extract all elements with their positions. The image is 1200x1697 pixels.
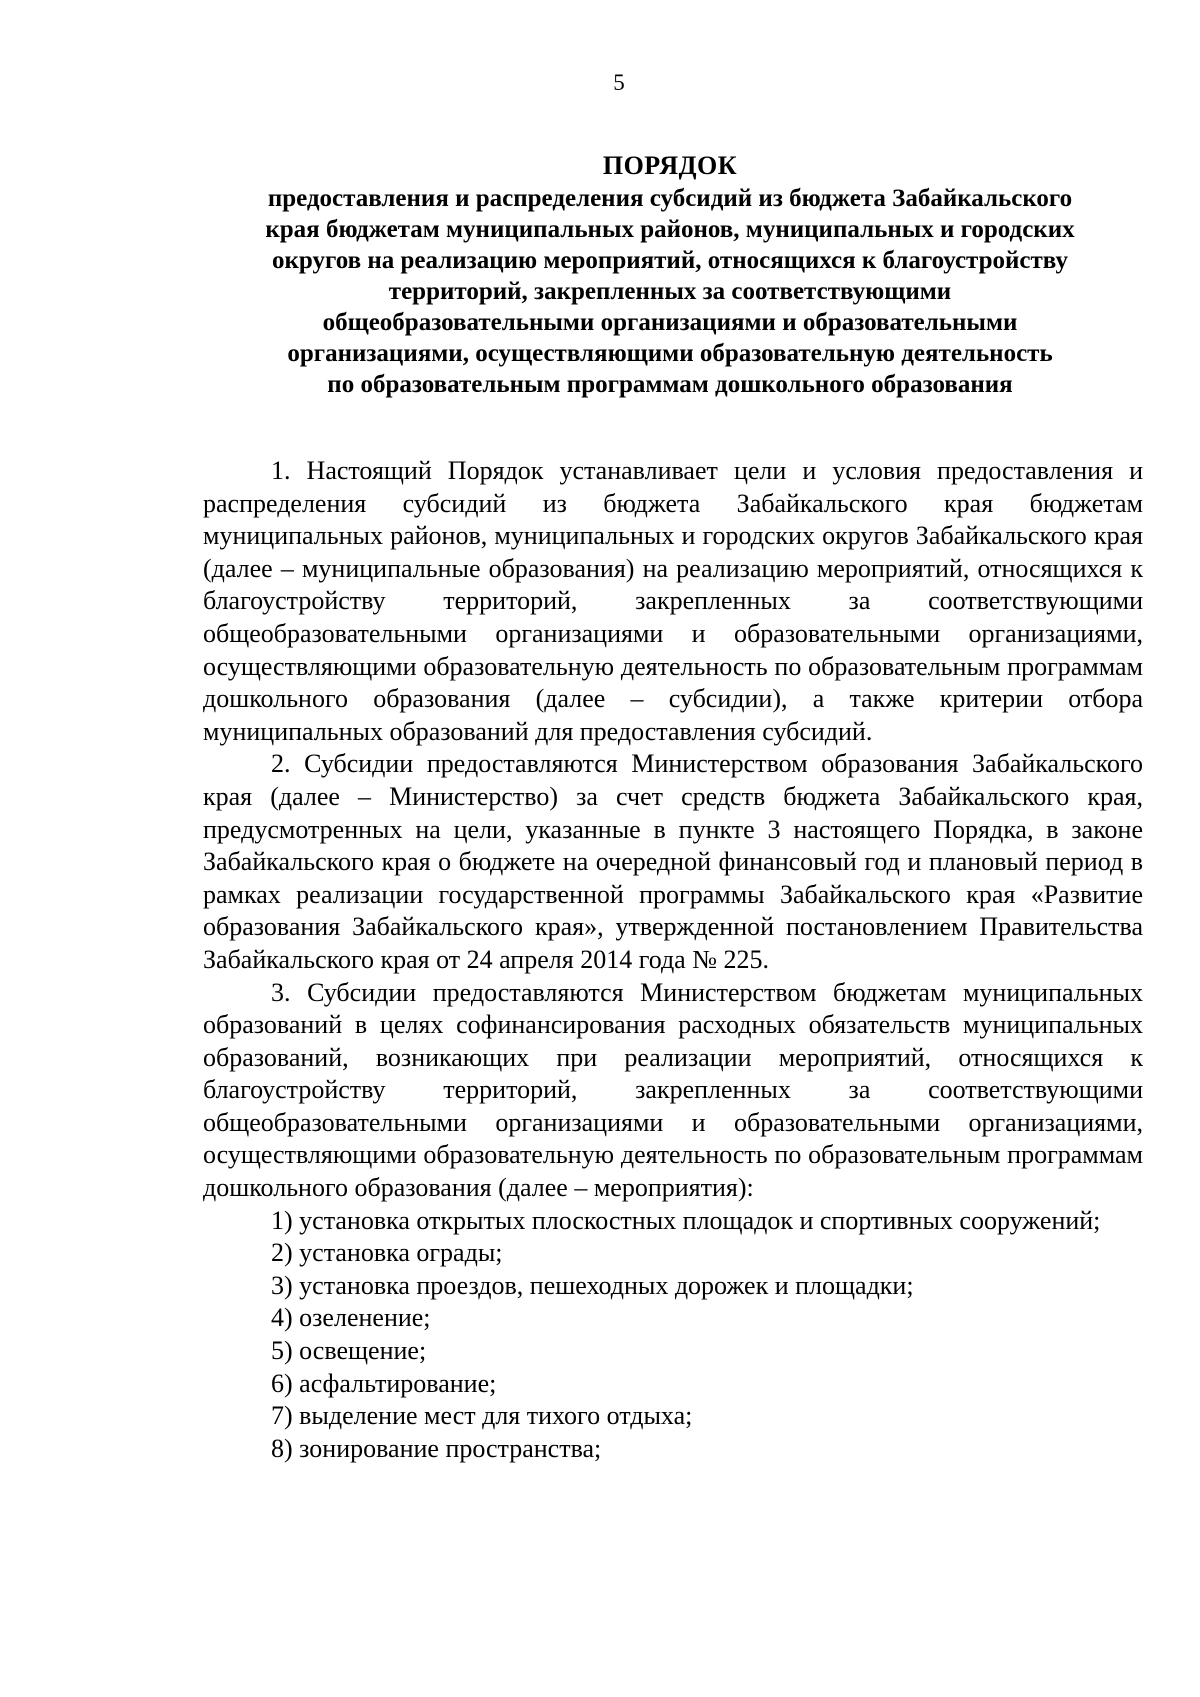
title-line: края бюджетам муниципальных районов, муниципальных и городских [265, 216, 1075, 243]
title-line: общеобразовательными организациями и образовательными [322, 309, 1018, 336]
list-item: 5) освещение; [271, 1336, 427, 1366]
list-item: 1) установка открытых плоскостных площадок и спортивных сооружений; [271, 1205, 1101, 1235]
list-item: 8) зонирование пространства; [271, 1433, 602, 1463]
title-main: ПОРЯДОК [602, 151, 738, 180]
paragraph-2: 2. Субсидии предоставляются Министерством образования Забайкальского края (далее – Министерство) за счет средств бюджета Забайкальского края, предусмотренных на цели, указанные в пункте 3 настоящего Порядка, в законе Забайкальского края о бюджете на очередной финансовый год и плановый период в рамках реализации государственной программы Забайкальского края «Развитие образования Забайкальского края», утвержденной постановлением Правительства Забайкальского края от 24 апреля 2014 года № 225. [203, 749, 1143, 974]
title-line: предоставления и распределения субсидий из бюджета Забайкальского [267, 185, 1073, 212]
document-body [203, 455, 1143, 1465]
title-line: территорий, закрепленных за соответствующими [388, 278, 952, 305]
title-line: по образовательным программам дошкольного образования [327, 371, 1013, 398]
paragraph-3: 3. Субсидии предоставляются Министерством бюджетам муниципальных образований в целях софинансирования расходных обязательств муниципальных образований, возникающих при реализации мероприятий, относящихся к благоустройству территорий, закрепленных за соответствующими общеобразовательными организациями и образовательными организациями, осуществляющими образовательную деятельность по образовательным программам дошкольного образования (далее – мероприятия): [203, 977, 1143, 1203]
list-item: 2) установка ограды; [271, 1238, 503, 1268]
title-line: организациями, осуществляющими образовательную деятельность [287, 340, 1053, 367]
paragraph-1: 1. Настоящий Порядок устанавливает цели и условия предоставления и распределения субсидий из бюджета Забайкальского края бюджетам муниципальных районов, муниципальных и городских округов Забайкальского края (далее – муниципальные образования) на реализацию мероприятий, относящихся к благоустройству территорий, закрепленных за соответствующими общеобразовательными организациями и образовательными организациями, осуществляющими образовательную деятельность по образовательным программам дошкольного образования (далее – субсидии), а также критерии отбора муниципальных образований для предоставления субсидий. [203, 456, 1143, 746]
page-number: 5 [613, 70, 625, 95]
document-title [200, 150, 1140, 400]
list-item: 4) озеленение; [271, 1303, 431, 1333]
list-item: 7) выделение мест для тихого отдыха; [271, 1401, 693, 1431]
list-item: 3) установка проездов, пешеходных дорожек и площадки; [271, 1270, 914, 1300]
title-line: округов на реализацию мероприятий, относящихся к благоустройству [272, 247, 1068, 274]
list-item: 6) асфальтирование; [271, 1368, 497, 1398]
